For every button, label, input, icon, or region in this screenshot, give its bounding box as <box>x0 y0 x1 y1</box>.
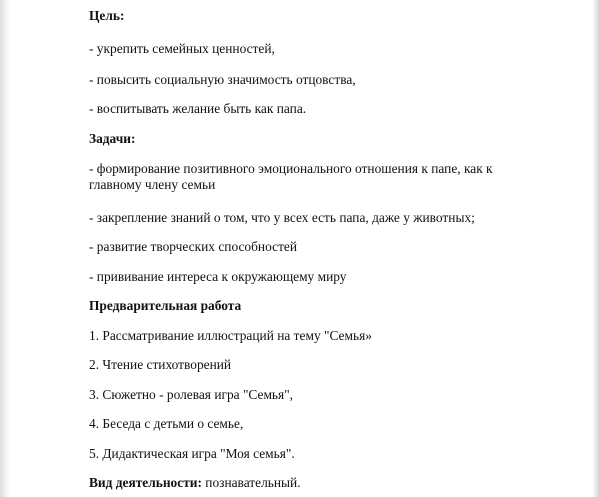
task-item: - закрепление знаний о том, что у всех есть папа, даже у животных; <box>89 210 475 225</box>
activity-label: Вид деятельности: <box>89 475 202 490</box>
page-edge-shadow-left <box>0 0 10 497</box>
task-item: - прививание интереса к окружающему миру <box>89 269 347 284</box>
prelim-item: 3. Сюжетно - ролевая игра "Семья", <box>89 387 294 402</box>
goal-item: - повысить социальную значимость отцовства, <box>89 72 356 87</box>
goal-heading: Цель: <box>89 8 125 23</box>
page-edge-shadow-right <box>592 0 600 497</box>
activity-value: познавательный. <box>201 475 301 490</box>
goal-item: - укрепить семейных ценностей, <box>89 41 275 56</box>
prelim-heading: Предварительная работа <box>89 298 242 313</box>
prelim-item: 4. Беседа с детьми о семье, <box>89 416 244 431</box>
task-item: - развитие творческих способностей <box>89 239 298 254</box>
activity-line <box>89 475 301 491</box>
prelim-item: 1. Рассматривание иллюстраций на тему "Семья» <box>89 328 372 343</box>
goal-item: - воспитывать желание быть как папа. <box>89 101 307 116</box>
prelim-item: 2. Чтение стихотворений <box>89 357 232 372</box>
tasks-heading: Задачи: <box>89 131 136 146</box>
prelim-item: 5. Дидактическая игра "Моя семья". <box>89 446 295 461</box>
task-item: - формирование позитивного эмоционального отношения к папе, как к главному члену семьи <box>89 161 493 192</box>
